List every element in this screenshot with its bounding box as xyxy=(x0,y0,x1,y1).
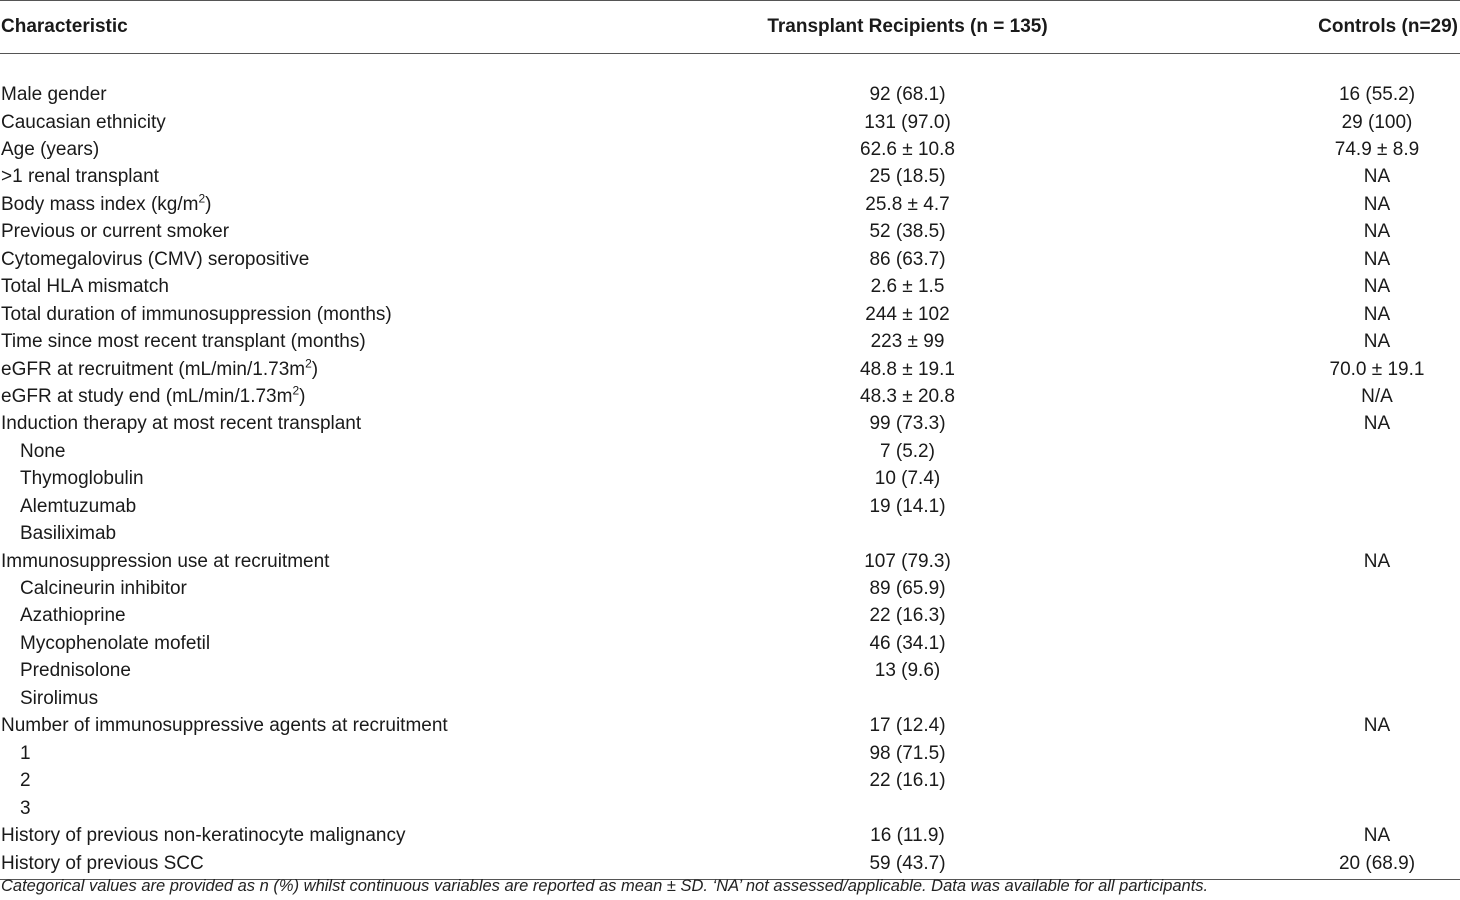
cell-transplant-value: 244 ± 102 xyxy=(865,303,950,325)
characteristic-label: Calcineurin inhibitor xyxy=(20,578,187,600)
characteristic-label: Number of immunosuppressive agents at recruitment xyxy=(1,715,448,737)
table-row xyxy=(0,712,1460,739)
cell-characteristic xyxy=(0,328,640,355)
cell-transplant-value: 89 (65.9) xyxy=(869,578,946,600)
table-row xyxy=(0,547,1460,574)
cell-characteristic xyxy=(0,630,640,657)
table-row xyxy=(0,630,1460,657)
cell-controls xyxy=(1140,383,1460,410)
cell-transplant-value: 22 (16.3) xyxy=(869,605,946,627)
superscript: 2 xyxy=(198,191,206,206)
controls-value: NA xyxy=(1363,413,1391,435)
table-row xyxy=(0,767,1460,794)
table-row xyxy=(0,300,1460,327)
characteristic-label: Sirolimus xyxy=(20,687,99,709)
characteristic-label: Basiliximab xyxy=(20,523,117,545)
cell-transplant-value: 107 (79.3) xyxy=(864,550,951,572)
cell-characteristic xyxy=(0,794,640,821)
header-controls: Controls (n=29) xyxy=(1140,1,1460,54)
header-transplant-recipients: Transplant Recipients (n = 135) xyxy=(640,1,1140,54)
table-row xyxy=(0,520,1460,547)
cell-characteristic xyxy=(0,767,640,794)
cell-transplant-value: 223 ± 99 xyxy=(870,331,945,353)
cell-controls xyxy=(1140,493,1460,520)
table-row xyxy=(0,81,1460,108)
cell-transplant-value: 22 (16.1) xyxy=(869,770,946,792)
controls-value: NA xyxy=(1363,303,1391,325)
cell-transplant-value: 19 (14.1) xyxy=(869,495,946,517)
table-row xyxy=(0,136,1460,163)
characteristic-label-end: ) xyxy=(205,193,212,215)
characteristic-label: History of previous SCC xyxy=(1,853,204,875)
table-row xyxy=(0,739,1460,766)
characteristic-label: Mycophenolate mofetil xyxy=(20,632,211,654)
characteristic-label-end: ) xyxy=(311,358,319,380)
table-row xyxy=(0,246,1460,273)
characteristic-label: 2 xyxy=(20,770,31,792)
characteristic-label: Male gender xyxy=(1,84,107,106)
cell-transplant-value: 99 (73.3) xyxy=(869,413,946,435)
cell-characteristic xyxy=(0,547,640,574)
cell-transplant-value xyxy=(640,520,1140,547)
characteristic-label: Previous or current smoker xyxy=(1,221,230,243)
table-row xyxy=(0,849,1460,879)
cell-characteristic xyxy=(0,108,640,135)
cell-controls xyxy=(1140,246,1460,273)
cell-transplant-value: 62.6 ± 10.8 xyxy=(860,139,955,161)
cell-controls xyxy=(1140,300,1460,327)
cell-transplant-value: 92 (68.1) xyxy=(869,84,946,106)
cell-transplant-value: 48.3 ± 20.8 xyxy=(860,385,955,407)
controls-value: 29 (100) xyxy=(1341,111,1413,133)
characteristic-label: Total duration of immunosuppression (months) xyxy=(1,303,392,325)
cell-controls xyxy=(1140,685,1460,712)
table-row xyxy=(0,355,1460,382)
cell-characteristic xyxy=(0,712,640,739)
characteristic-label: Prednisolone xyxy=(20,660,131,682)
cell-controls xyxy=(1140,438,1460,465)
controls-value: NA xyxy=(1363,331,1391,353)
cell-controls xyxy=(1140,822,1460,849)
cell-characteristic xyxy=(0,438,640,465)
cell-transplant-value: 52 (38.5) xyxy=(869,221,946,243)
cell-controls xyxy=(1140,739,1460,766)
cell-characteristic xyxy=(0,410,640,437)
table-row xyxy=(0,657,1460,684)
characteristic-label: 3 xyxy=(20,797,31,819)
cell-characteristic xyxy=(0,575,640,602)
cell-controls xyxy=(1140,602,1460,629)
controls-value: N/A xyxy=(1361,385,1393,407)
cell-transplant-value: 98 (71.5) xyxy=(869,742,946,764)
controls-value: NA xyxy=(1363,824,1391,846)
cell-characteristic xyxy=(0,493,640,520)
table-row xyxy=(0,794,1460,821)
cell-characteristic xyxy=(0,739,640,766)
characteristic-label: Azathioprine xyxy=(20,605,126,627)
cell-transplant-value: 17 (12.4) xyxy=(869,715,946,737)
cell-transplant-value: 16 (11.9) xyxy=(870,824,945,846)
cell-controls xyxy=(1140,273,1460,300)
characteristic-label: 1 xyxy=(20,742,31,764)
characteristic-label: Time since most recent transplant (months) xyxy=(1,331,366,353)
header-row xyxy=(0,1,1460,54)
cell-characteristic xyxy=(0,822,640,849)
table-row xyxy=(0,493,1460,520)
cell-characteristic xyxy=(0,383,640,410)
superscript: 2 xyxy=(292,383,300,398)
table-row xyxy=(0,191,1460,218)
cell-transplant-value xyxy=(640,794,1140,821)
cell-controls xyxy=(1140,520,1460,547)
table-row xyxy=(0,218,1460,245)
table-row xyxy=(0,602,1460,629)
controls-value: NA xyxy=(1363,276,1391,298)
cell-characteristic xyxy=(0,218,640,245)
cell-transplant-value: 59 (43.7) xyxy=(640,849,1140,879)
cell-characteristic xyxy=(0,465,640,492)
controls-value: 74.9 ± 8.9 xyxy=(1334,139,1420,161)
cell-transplant-value: 10 (7.4) xyxy=(874,468,941,490)
characteristic-label: Total HLA mismatch xyxy=(1,276,169,298)
cell-controls xyxy=(1140,465,1460,492)
characteristic-label: History of previous non-keratinocyte malignancy xyxy=(1,824,406,846)
cell-characteristic xyxy=(0,657,640,684)
cell-controls xyxy=(1140,355,1460,382)
cell-controls xyxy=(1140,767,1460,794)
characteristic-label: Immunosuppression use at recruitment xyxy=(1,550,330,572)
controls-value: 16 (55.2) xyxy=(1338,84,1416,106)
controls-value: 20 (68.9) xyxy=(1338,853,1416,875)
cell-transplant-value: 13 (9.6) xyxy=(874,660,941,682)
cell-transplant-value: 2.6 ± 1.5 xyxy=(870,276,945,298)
cell-transplant-value: 25 (18.5) xyxy=(869,166,946,188)
table-row xyxy=(0,108,1460,135)
cell-controls xyxy=(1140,136,1460,163)
characteristic-label: Age (years) xyxy=(1,139,100,161)
characteristic-label: eGFR at recruitment (mL/min/1.73m xyxy=(1,358,306,380)
table-row xyxy=(0,575,1460,602)
controls-value: NA xyxy=(1363,166,1391,188)
cell-controls xyxy=(1140,712,1460,739)
cell-characteristic xyxy=(0,273,640,300)
cell-controls xyxy=(1140,218,1460,245)
superscript: 2 xyxy=(305,356,312,371)
cell-characteristic xyxy=(0,191,640,218)
cell-characteristic xyxy=(0,685,640,712)
table-body xyxy=(0,54,1460,880)
cell-controls xyxy=(1140,547,1460,574)
cell-characteristic xyxy=(0,136,640,163)
cell-characteristic xyxy=(0,602,640,629)
cell-controls xyxy=(1140,575,1460,602)
cell-controls xyxy=(1140,163,1460,190)
controls-value: NA xyxy=(1363,193,1391,215)
characteristic-label: Cytomegalovirus (CMV) seropositive xyxy=(1,248,310,270)
characteristic-label: Alemtuzumab xyxy=(20,495,137,517)
cell-controls xyxy=(1140,849,1460,879)
cell-transplant-value: 25.8 ± 4.7 xyxy=(865,193,950,215)
controls-value: NA xyxy=(1363,550,1391,572)
cell-characteristic xyxy=(0,81,640,108)
cell-transplant-value: 7 (5.2) xyxy=(880,440,935,462)
cell-characteristic xyxy=(0,246,640,273)
cell-characteristic xyxy=(0,849,640,879)
cell-transplant-value: 48.8 ± 19.1 xyxy=(860,358,955,380)
table-row xyxy=(0,438,1460,465)
characteristic-label-end: ) xyxy=(299,385,306,407)
cell-characteristic xyxy=(0,520,640,547)
table-row xyxy=(0,328,1460,355)
table-row xyxy=(0,273,1460,300)
cell-controls xyxy=(1140,794,1460,821)
cell-transplant-value: 131 (97.0) xyxy=(864,111,951,133)
cell-controls xyxy=(1140,630,1460,657)
controls-value: NA xyxy=(1363,248,1391,270)
table-header xyxy=(0,1,1460,54)
controls-value: NA xyxy=(1363,715,1391,737)
controls-value: NA xyxy=(1363,221,1391,243)
characteristic-label: Thymoglobulin xyxy=(20,468,144,490)
table-row xyxy=(0,383,1460,410)
characteristic-label: >1 renal transplant xyxy=(1,166,159,188)
table-row xyxy=(0,163,1460,190)
cell-transplant-value: 86 (63.7) xyxy=(869,248,946,270)
cell-characteristic xyxy=(0,163,640,190)
cell-controls xyxy=(1140,191,1460,218)
cell-controls xyxy=(1140,81,1460,108)
cell-characteristic xyxy=(0,300,640,327)
table-row xyxy=(0,410,1460,437)
table-row xyxy=(0,465,1460,492)
characteristic-label: Induction therapy at most recent transplant xyxy=(1,413,362,435)
table-row xyxy=(0,822,1460,849)
cell-controls xyxy=(1140,328,1460,355)
cell-transplant-value xyxy=(640,685,1140,712)
cell-controls xyxy=(1140,108,1460,135)
table-row xyxy=(0,685,1460,712)
table-spacer xyxy=(0,54,1460,81)
header-characteristic: Characteristic xyxy=(0,1,640,54)
characteristic-label: Body mass index (kg/m xyxy=(1,193,199,215)
controls-value: 70.0 ± 19.1 xyxy=(1329,358,1425,380)
cell-transplant-value: 46 (34.1) xyxy=(869,632,946,654)
cell-characteristic xyxy=(0,355,640,382)
characteristic-label: Caucasian ethnicity xyxy=(1,111,166,133)
table-footnote: Categorical values are provided as n (%) whilst continuous variables are reported as mean ± SD. ‘NA’ not assessed/applicable. Data was available for all participants. xyxy=(1,877,1209,895)
characteristic-label: None xyxy=(20,440,66,462)
characteristic-label: eGFR at study end (mL/min/1.73m xyxy=(1,385,293,407)
cell-controls xyxy=(1140,410,1460,437)
cell-controls xyxy=(1140,657,1460,684)
